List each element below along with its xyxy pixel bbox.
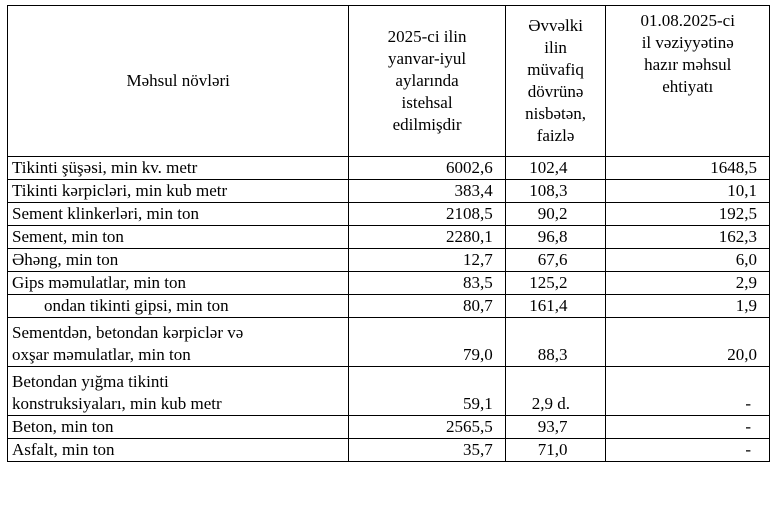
row-percent: 108,3 [505, 180, 606, 203]
row-stock: 2,9 [606, 272, 770, 295]
header-percent-line: nisbətən, [525, 104, 587, 123]
row-production: 383,4 [349, 180, 505, 203]
header-percent-line: dövrünə [527, 82, 584, 101]
row-stock: 192,5 [606, 203, 770, 226]
row-name: Əhəng, min ton [8, 249, 349, 272]
table-row [8, 367, 770, 416]
table-row [8, 439, 770, 462]
row-stock: 1,9 [606, 295, 770, 318]
row-name [8, 318, 349, 367]
row-name: Tikinti şüşəsi, min kv. metr [8, 157, 349, 180]
row-production: 2565,5 [349, 416, 505, 439]
row-percent: 102,4 [505, 157, 606, 180]
row-production: 35,7 [349, 439, 505, 462]
row-percent: 88,3 [505, 318, 606, 367]
row-name: Sement klinkerləri, min ton [8, 203, 349, 226]
row-name-line: Sementdən, betondan kərpiclər və [12, 323, 244, 342]
row-stock: 10,1 [606, 180, 770, 203]
header-row [8, 6, 770, 157]
row-production: 6002,6 [349, 157, 505, 180]
row-name: Gips məmulatlar, min ton [8, 272, 349, 295]
row-percent: 67,6 [505, 249, 606, 272]
table-row [8, 249, 770, 272]
header-production-line: aylarında [395, 71, 459, 90]
header-percent-line: ilin [544, 38, 567, 57]
header-stock-line: il vəziyyətinə [641, 33, 734, 52]
row-name-line: konstruksiyaları, min kub metr [12, 394, 222, 413]
header-percent-line: müvafiq [527, 60, 584, 79]
row-stock: - [606, 416, 770, 439]
row-production: 2108,5 [349, 203, 505, 226]
table-row [8, 416, 770, 439]
table-row [8, 226, 770, 249]
row-name: Beton, min ton [8, 416, 349, 439]
row-stock: 162,3 [606, 226, 770, 249]
row-percent: 96,8 [505, 226, 606, 249]
header-percent-line: Əvvəlki [528, 16, 583, 35]
header-production-line: yanvar-iyul [388, 49, 467, 68]
table-row [8, 180, 770, 203]
header-stock-line: 01.08.2025-ci [640, 11, 735, 30]
row-name [8, 367, 349, 416]
header-percent-line: faizlə [536, 126, 575, 145]
header-product-types: Məhsul növləri [8, 6, 349, 157]
header-stock-line: ehtiyatı [662, 77, 714, 96]
row-percent: 90,2 [505, 203, 606, 226]
row-stock: 6,0 [606, 249, 770, 272]
row-percent: 125,2 [505, 272, 606, 295]
header-production-line: edilmişdir [392, 115, 462, 134]
row-percent: 2,9 d. [505, 367, 606, 416]
row-percent: 161,4 [505, 295, 606, 318]
header-stock-line: hazır məhsul [644, 55, 732, 74]
row-name: ondan tikinti gipsi, min ton [8, 295, 349, 318]
row-stock: - [606, 367, 770, 416]
row-stock: 20,0 [606, 318, 770, 367]
table-row [8, 295, 770, 318]
row-name: Asfalt, min ton [8, 439, 349, 462]
table-row [8, 272, 770, 295]
header-percent [505, 6, 606, 157]
table-row [8, 157, 770, 180]
header-stock [606, 6, 770, 157]
header-production-line: 2025-ci ilin [387, 27, 467, 46]
row-name: Tikinti kərpicləri, min kub metr [8, 180, 349, 203]
header-production [349, 6, 505, 157]
header-production-line: istehsal [401, 93, 453, 112]
table-row [8, 203, 770, 226]
row-stock: 1648,5 [606, 157, 770, 180]
row-name: Sement, min ton [8, 226, 349, 249]
row-percent: 93,7 [505, 416, 606, 439]
row-production: 83,5 [349, 272, 505, 295]
row-production: 79,0 [349, 318, 505, 367]
row-production: 59,1 [349, 367, 505, 416]
table-row [8, 318, 770, 367]
row-production: 12,7 [349, 249, 505, 272]
row-production: 2280,1 [349, 226, 505, 249]
row-percent: 71,0 [505, 439, 606, 462]
row-production: 80,7 [349, 295, 505, 318]
row-name-line: Betondan yığma tikinti [12, 372, 169, 391]
row-stock: - [606, 439, 770, 462]
row-name-line: oxşar məmulatlar, min ton [12, 345, 191, 364]
production-table [7, 5, 770, 462]
